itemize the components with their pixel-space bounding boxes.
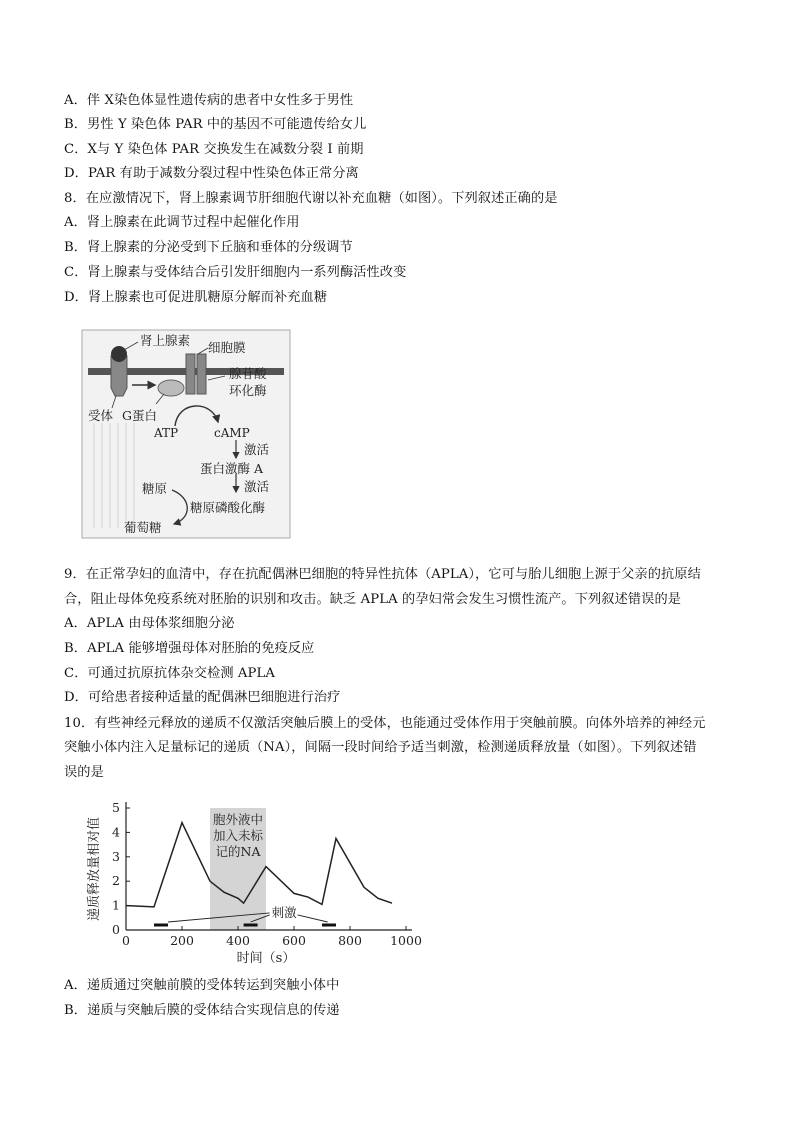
q9-stem-line1: 9．在正常孕妇的血清中，存在抗配偶淋巴细胞的特异性抗体（APLA），它可与胎儿细胞上源于父亲的抗原结 [64,567,701,582]
shaded-region-label: 记的NA [215,844,261,859]
cyclase-right-shape [197,354,206,394]
q10-stem-line2: 突触小体内注入足量标记的递质（NA），间隔一段时间给予适当刺激，检测递质释放量（如图）。下列叙述错 [64,740,697,755]
label-adrenaline: 肾上腺素 [140,333,191,348]
y-tick-label: 0 [112,922,120,937]
label-phosphorylase: 糖原磷酸化酶 [190,500,266,515]
y-tick-label: 1 [112,897,120,913]
y-tick-label: 4 [112,824,120,840]
label-g-protein: G蛋白 [122,408,157,423]
x-axis-label: 时间（s） [236,951,296,966]
q8-option-b: B．肾上腺素的分泌受到下丘脑和垂体的分级调节 [64,240,353,255]
q10-option-a: A．递质通过突触前膜的受体转运到突触小体中 [64,978,340,993]
stimulus-label: 刺激 [271,904,297,920]
transmitter-release-chart [84,796,438,972]
adrenaline-molecule [111,346,127,362]
x-tick-label: 1000 [390,933,422,948]
q9-option-b: B．APLA 能够增强母体对胚胎的免疫反应 [64,641,315,656]
q8-option-c: C．肾上腺素与受体结合后引发肝细胞内一系列酶活性改变 [64,265,407,280]
x-tick-label: 400 [226,933,250,948]
label-glucose: 葡萄糖 [124,520,162,535]
q7-option-a: A．伴 X染色体显性遗传病的患者中女性多于男性 [64,93,354,108]
label-atp: ATP [154,426,179,440]
q9-stem-line2: 合，阻止母体免疫系统对胚胎的识别和攻击。缺乏 APLA 的孕妇常会发生习惯性流产。下列叙述错误的是 [64,592,682,607]
label-receptor: 受体 [88,408,114,423]
label-membrane: 细胞膜 [208,340,246,355]
cyclase-left-shape [186,354,195,394]
label-cyclase-line2: 环化酶 [229,383,267,398]
q10-stem-line3: 误的是 [64,765,104,780]
q7-option-c: C．X与 Y 染色体 PAR 交换发生在减数分裂 I 前期 [64,142,364,157]
y-axis-label: 递质释放量相对值 [87,816,102,922]
q10-stem-line1: 10．有些神经元释放的递质不仅激活突触后膜上的受体，也能通过受体作用于突触前膜。向体外培养的神经元 [64,716,706,731]
q9-option-d: D．可给患者接种适量的配偶淋巴细胞进行治疗 [64,690,341,705]
g-protein-shape [158,380,184,396]
label-glycogen: 糖原 [142,481,168,496]
adrenaline-pathway-figure [80,328,292,540]
q10-option-b: B．递质与突触后膜的受体结合实现信息的传递 [64,1003,340,1018]
label-cyclase-line1: 腺苷酸 [229,366,267,381]
y-tick-label: 2 [112,873,120,889]
x-tick-label: 200 [170,933,194,948]
q7-option-d: D．PAR 有助于减数分裂过程中性染色体正常分离 [64,166,359,181]
q9-option-c: C．可通过抗原抗体杂交检测 APLA [64,666,276,681]
q8-option-a: A．肾上腺素在此调节过程中起催化作用 [64,215,300,230]
label-pka: 蛋白激酶 A [200,461,264,476]
shaded-region-label: 胞外液中 [212,812,264,827]
x-tick-label: 800 [338,933,362,948]
y-tick-label: 3 [112,848,120,864]
x-tick-label: 600 [282,933,306,948]
q9-option-a: A．APLA 由母体浆细胞分泌 [64,616,235,631]
y-tick-label: 5 [112,800,120,815]
shaded-region-label: 加入未标 [212,828,264,843]
chart-axes [126,802,412,930]
label-camp: cAMP [214,426,250,440]
stimulus-leader [298,915,328,922]
label-activate-2: 激活 [244,479,270,494]
q8-stem: 8．在应激情况下，肾上腺素调节肝细胞代谢以补充血糖（如图）。下列叙述正确的是 [64,191,558,206]
label-activate-1: 激活 [244,442,270,457]
q8-option-d: D．肾上腺素也可促进肌糖原分解而补充血糖 [64,290,328,305]
x-tick-label: 0 [122,933,130,948]
q7-option-b: B．男性 Y 染色体 PAR 中的基因不可能遗传给女儿 [64,117,367,132]
